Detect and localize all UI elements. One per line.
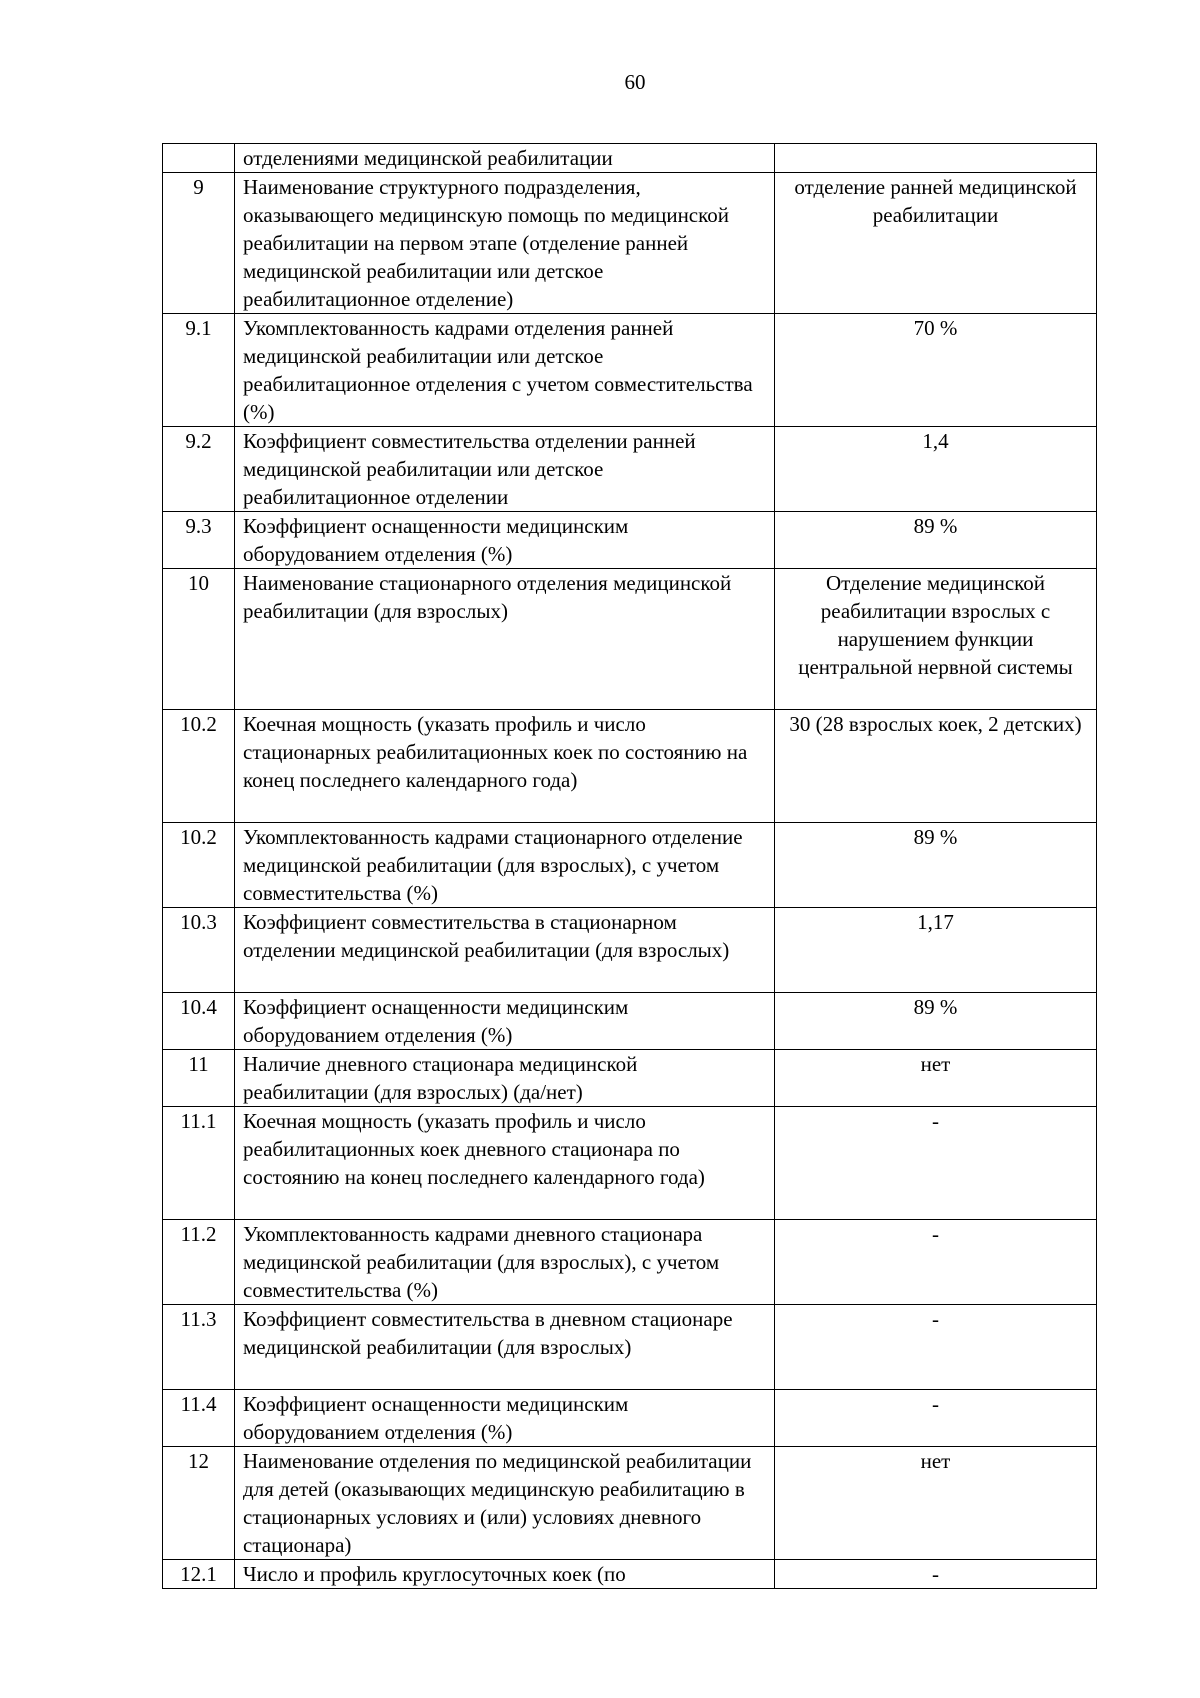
- row-number-cell: 11: [163, 1050, 235, 1107]
- row-number-cell: 10.2: [163, 710, 235, 823]
- indicator-value-cell: 89 %: [775, 823, 1097, 908]
- indicators-table-body: [163, 144, 1097, 1589]
- row-number-cell: 10.4: [163, 993, 235, 1050]
- indicator-value-cell: -: [775, 1560, 1097, 1589]
- indicator-value-cell: 89 %: [775, 512, 1097, 569]
- row-number-cell: 9.1: [163, 314, 235, 427]
- indicator-value-cell: 89 %: [775, 993, 1097, 1050]
- indicator-value-cell: 70 %: [775, 314, 1097, 427]
- indicator-value-cell: нет: [775, 1447, 1097, 1560]
- table-row: [163, 1050, 1097, 1107]
- indicator-name-cell: Наименование стационарного отделения медицинской реабилитации (для взрослых): [235, 569, 775, 710]
- indicator-value-cell: нет: [775, 1050, 1097, 1107]
- table-row: [163, 710, 1097, 823]
- table-row: [163, 1305, 1097, 1390]
- indicator-name-cell: Коэффициент оснащенности медицинским оборудованием отделения (%): [235, 1390, 775, 1447]
- indicator-name-cell: Укомплектованность кадрами отделения ранней медицинской реабилитации или детское реабилитационное отделения с учетом совместительства (%): [235, 314, 775, 427]
- page-number: 60: [624, 70, 646, 94]
- indicator-name-cell: Наименование структурного подразделения, оказывающего медицинскую помощь по медицинской реабилитации на первом этапе (отделение ранней медицинской реабилитации или детское реабилитационное отделение): [235, 173, 775, 314]
- indicators-table: [162, 143, 1097, 1589]
- indicator-name-cell: Коэффициент совместительства в стационарном отделении медицинской реабилитации (для взрослых): [235, 908, 775, 993]
- row-number-cell: 12.1: [163, 1560, 235, 1589]
- indicator-name-cell: Укомплектованность кадрами стационарного отделение медицинской реабилитации (для взрослых), с учетом совместительства (%): [235, 823, 775, 908]
- indicator-name-cell: Число и профиль круглосуточных коек (по: [235, 1560, 775, 1589]
- indicator-value-cell: -: [775, 1220, 1097, 1305]
- table-row: [163, 1447, 1097, 1560]
- row-number-cell: 11.2: [163, 1220, 235, 1305]
- indicator-name-cell: Коэффициент оснащенности медицинским оборудованием отделения (%): [235, 993, 775, 1050]
- row-number-cell: 12: [163, 1447, 235, 1560]
- row-number-cell: 9: [163, 173, 235, 314]
- indicator-value-cell: 30 (28 взрослых коек, 2 детских): [775, 710, 1097, 823]
- indicator-value-cell: 1,17: [775, 908, 1097, 993]
- indicator-value-cell: 1,4: [775, 427, 1097, 512]
- indicator-value-cell: -: [775, 1390, 1097, 1447]
- table-row: [163, 512, 1097, 569]
- row-number-cell: 11.3: [163, 1305, 235, 1390]
- row-number-cell: 11.4: [163, 1390, 235, 1447]
- indicator-name-cell: Коэффициент совместительства в дневном стационаре медицинской реабилитации (для взрослых): [235, 1305, 775, 1390]
- table-row: [163, 144, 1097, 173]
- row-number-cell: 10.2: [163, 823, 235, 908]
- table-row: [163, 908, 1097, 993]
- table-row: [163, 1220, 1097, 1305]
- indicator-name-cell: Укомплектованность кадрами дневного стационара медицинской реабилитации (для взрослых), с учетом совместительства (%): [235, 1220, 775, 1305]
- indicator-name-cell: Коэффициент совместительства отделении ранней медицинской реабилитации или детское реабилитационное отделении: [235, 427, 775, 512]
- indicator-value-cell: отделение ранней медицинской реабилитации: [775, 173, 1097, 314]
- table-row: [163, 173, 1097, 314]
- indicator-value-cell: [775, 144, 1097, 173]
- table-row: [163, 993, 1097, 1050]
- row-number-cell: 9.2: [163, 427, 235, 512]
- row-number-cell: [163, 144, 235, 173]
- indicator-value-cell: Отделение медицинской реабилитации взрослых с нарушением функции центральной нервной системы: [775, 569, 1097, 710]
- table-row: [163, 1390, 1097, 1447]
- indicator-name-cell: отделениями медицинской реабилитации: [235, 144, 775, 173]
- indicator-name-cell: Коечная мощность (указать профиль и число реабилитационных коек дневного стационара по состоянию на конец последнего календарного года): [235, 1107, 775, 1220]
- row-number-cell: 10: [163, 569, 235, 710]
- indicator-name-cell: Наименование отделения по медицинской реабилитации для детей (оказывающих медицинскую реабилитацию в стационарных условиях и (или) условиях дневного стационара): [235, 1447, 775, 1560]
- row-number-cell: 9.3: [163, 512, 235, 569]
- table-row: [163, 569, 1097, 710]
- table-row: [163, 427, 1097, 512]
- table-row: [163, 1107, 1097, 1220]
- indicator-name-cell: Наличие дневного стационара медицинской реабилитации (для взрослых) (да/нет): [235, 1050, 775, 1107]
- table-row: [163, 823, 1097, 908]
- indicator-value-cell: -: [775, 1107, 1097, 1220]
- indicator-value-cell: -: [775, 1305, 1097, 1390]
- indicator-name-cell: Коечная мощность (указать профиль и число стационарных реабилитационных коек по состоянию на конец последнего календарного года): [235, 710, 775, 823]
- row-number-cell: 10.3: [163, 908, 235, 993]
- table-row: [163, 1560, 1097, 1589]
- indicator-name-cell: Коэффициент оснащенности медицинским оборудованием отделения (%): [235, 512, 775, 569]
- table-row: [163, 314, 1097, 427]
- row-number-cell: 11.1: [163, 1107, 235, 1220]
